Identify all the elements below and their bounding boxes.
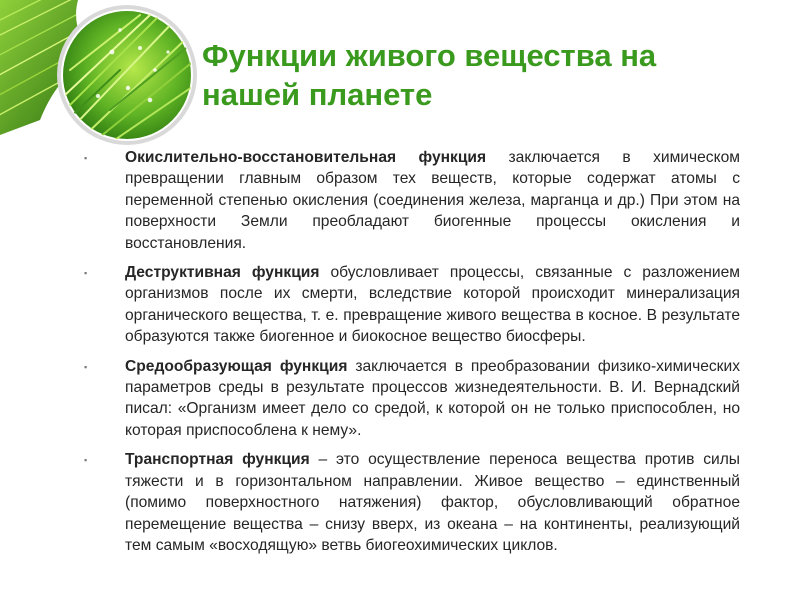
item-text: – это осуществление переноса вещества против силы тяжести и в горизонтальном направлении. Живое вещество – единственный (помимо поверхностного натяжения) фактор, обусловливающий обратное перемещение вещества – снизу вверх, из океана – на континенты, реализующий тем самым «восходящую» ветвь биогеохимических циклов. — [125, 451, 741, 554]
bullet-icon: ▪ — [84, 361, 88, 372]
item-term: Деструктивная функция — [125, 264, 320, 282]
slide-title — [202, 36, 792, 114]
bullet-icon: ▪ — [84, 268, 88, 279]
slide-title-line-1: Функции живого вещества на — [202, 38, 657, 73]
bullet-icon: ▪ — [84, 153, 88, 163]
list-item-destructive-function — [80, 262, 740, 348]
item-term: Окислительно-восстановительная функция — [125, 149, 487, 166]
list-item-redox-function — [80, 147, 740, 254]
slide-title-line-2: нашей планете — [202, 77, 433, 112]
item-text: заключается в преобразовании физико-химических параметров среды в результате процессов жизнедеятельности. В. И. Вернадский писал: «Организм имеет дело со средой, к которой он не только приспособлен, но которая приспособлена к нему». — [125, 357, 740, 439]
item-term: Транспортная функция — [125, 451, 310, 469]
item-text: обусловливает процессы, связанные с разложением организмов после их смерти, вследствие которой происходит минерализация органического вещества, т. е. превращение живого вещества в косное. В результате образуются также биогенное и биокосное вещество биосферы. — [125, 264, 740, 346]
item-text: заключается в химическом превращении главным образом тех веществ, которые содержат атомы с переменной степенью окисления (соединения железа, марганца и др.) При этом на поверхности Земли преобладают биогенные процессы окисления и восстановления. — [125, 149, 740, 252]
grass-decoration-image — [0, 0, 200, 160]
item-term: Средообразующая функция — [125, 357, 348, 375]
list-item-environment-forming-function — [80, 356, 740, 442]
list-item-transport-function — [80, 449, 740, 556]
functions-list — [80, 147, 740, 564]
bullet-icon: ▪ — [84, 455, 88, 466]
